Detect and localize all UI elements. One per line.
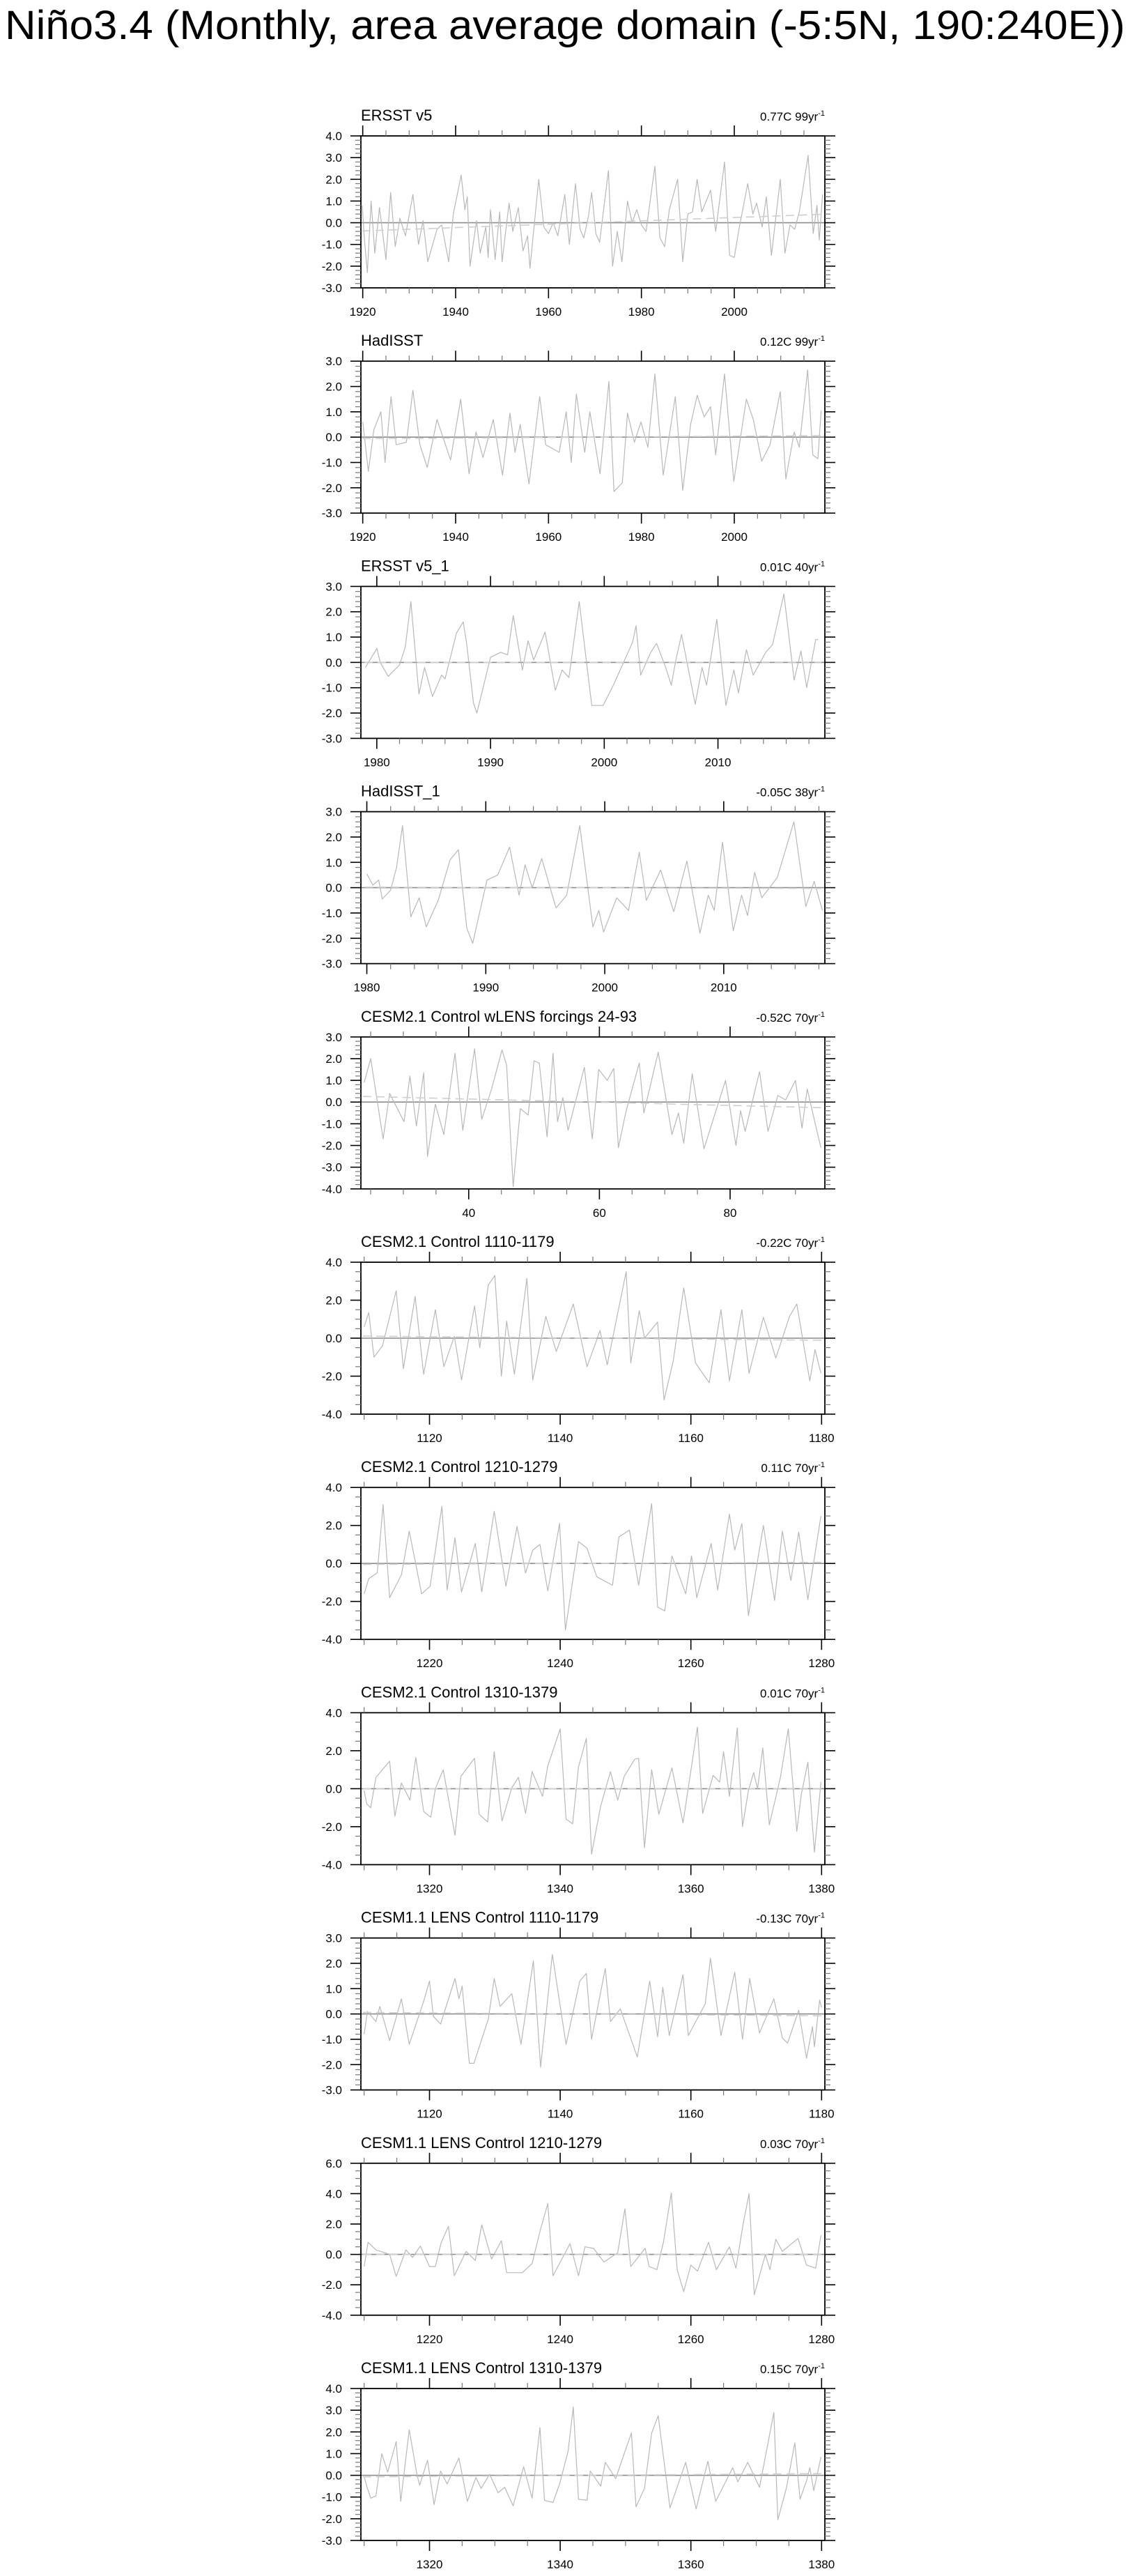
panel-title: CESM1.1 LENS Control 1110-1179	[361, 1908, 599, 1926]
panel-9	[322, 1909, 835, 2121]
trend-value: -0.22C 70yr	[756, 1236, 819, 1250]
y-tick-label: -2.0	[321, 2512, 342, 2526]
y-tick-label: 3.0	[325, 1030, 342, 1044]
nino34-series-line	[362, 155, 823, 273]
x-tick-label: 80	[723, 1206, 737, 1220]
panels	[322, 107, 835, 2571]
x-tick-label: 1260	[677, 1657, 704, 1671]
y-tick-label: -3.0	[321, 732, 342, 746]
y-tick-label: -2.0	[321, 259, 342, 273]
y-tick-label: 2.0	[325, 1744, 342, 1758]
trend-line	[363, 2254, 823, 2255]
y-tick-label: 2.0	[325, 1956, 342, 1970]
x-tick-label: 1140	[547, 1432, 573, 1445]
y-tick-label: 2.0	[325, 1052, 342, 1066]
nino34-series-line	[364, 2193, 821, 2294]
trend-exponent: -1	[818, 2362, 825, 2370]
x-tick-label: 1340	[547, 1882, 574, 1896]
y-tick-label: -1.0	[321, 1117, 342, 1131]
x-tick-label: 1160	[678, 1432, 704, 1445]
y-tick-label: -1.0	[321, 238, 342, 252]
y-tick-label: 2.0	[325, 830, 342, 844]
nino34-series-line	[363, 370, 821, 491]
x-tick-label: 2000	[591, 981, 618, 995]
trend-label	[760, 2137, 825, 2151]
x-tick-label: 2000	[721, 530, 748, 544]
trend-label	[756, 785, 825, 799]
trend-value: 0.01C 70yr	[760, 1687, 819, 1701]
trend-exponent: -1	[818, 109, 825, 118]
x-tick-label: 1180	[809, 1432, 835, 1445]
panel-3	[322, 557, 835, 769]
x-tick-label: 1280	[808, 1657, 835, 1671]
x-tick-label: 1180	[809, 2107, 835, 2121]
figure-title: Niño3.4 (Monthly, area average domain (-5:5N, 190:240E))	[5, 3, 1125, 48]
x-tick-label: 1960	[535, 305, 562, 319]
plot-frame	[361, 136, 825, 288]
x-tick-label: 1320	[416, 1882, 443, 1896]
y-tick-label: -1.0	[321, 681, 342, 695]
trend-value: 0.01C 40yr	[760, 560, 819, 574]
y-tick-label: 3.0	[325, 2404, 342, 2418]
y-tick-label: -2.0	[321, 1820, 342, 1834]
trend-exponent: -1	[818, 785, 825, 794]
trend-value: 0.12C 99yr	[760, 335, 819, 349]
x-tick-label: 1920	[349, 530, 376, 544]
x-tick-label: 1120	[417, 1432, 442, 1445]
y-tick-label: -3.0	[321, 2083, 342, 2097]
y-tick-label: 4.0	[325, 1706, 342, 1720]
y-tick-label: -4.0	[321, 1182, 342, 1196]
trend-value: 0.03C 70yr	[760, 2137, 819, 2151]
y-tick-label: 4.0	[325, 1256, 342, 1269]
y-tick-label: 1.0	[325, 194, 342, 208]
y-tick-label: -1.0	[321, 2032, 342, 2046]
panel-title: HadISST_1	[361, 782, 440, 800]
y-tick-label: 1.0	[325, 405, 342, 419]
x-tick-label: 1380	[808, 1882, 835, 1896]
y-tick-label: 2.0	[325, 173, 342, 187]
trend-value: -0.52C 70yr	[756, 1011, 819, 1025]
y-tick-label: 4.0	[325, 1481, 342, 1495]
y-tick-label: 0.0	[325, 1782, 342, 1796]
x-tick-label: 1920	[349, 305, 376, 319]
y-tick-label: 6.0	[325, 2156, 342, 2170]
y-tick-label: -3.0	[321, 282, 342, 295]
x-tick-label: 1280	[808, 2332, 835, 2346]
y-tick-label: -4.0	[321, 2308, 342, 2322]
y-tick-label: -1.0	[321, 2490, 342, 2504]
panel-10	[322, 2134, 835, 2346]
y-tick-label: -2.0	[321, 1370, 342, 1383]
trend-exponent: -1	[818, 560, 825, 569]
trend-value: -0.05C 38yr	[756, 785, 819, 799]
plot-frame	[361, 1037, 825, 1189]
y-tick-label: 0.0	[325, 2248, 342, 2262]
nino34-series-line	[364, 1503, 821, 1630]
trend-label	[760, 1686, 825, 1700]
trend-exponent: -1	[818, 335, 825, 344]
y-tick-label: -4.0	[321, 1633, 342, 1647]
trend-label	[756, 1912, 825, 1926]
x-tick-label: 1990	[472, 981, 500, 995]
y-tick-label: -2.0	[321, 2058, 342, 2072]
y-tick-label: 1.0	[325, 631, 342, 645]
y-tick-label: 0.0	[325, 2007, 342, 2021]
y-tick-label: 0.0	[325, 881, 342, 895]
y-tick-label: -1.0	[321, 906, 342, 920]
y-tick-label: -1.0	[321, 456, 342, 470]
panel-title: CESM2.1 Control 1310-1379	[361, 1683, 558, 1701]
x-tick-label: 1380	[808, 2558, 835, 2571]
panel-7	[322, 1458, 835, 1670]
panel-4	[322, 783, 835, 995]
trend-exponent: -1	[818, 2136, 825, 2145]
y-tick-label: 2.0	[325, 2218, 342, 2231]
y-tick-label: 1.0	[325, 2447, 342, 2461]
x-tick-label: 1980	[628, 530, 655, 544]
x-tick-label: 1220	[416, 1657, 443, 1671]
panel-11	[322, 2359, 835, 2571]
y-tick-label: -3.0	[321, 957, 342, 971]
trend-label	[756, 1011, 825, 1025]
y-tick-label: 3.0	[325, 1931, 342, 1945]
panel-title: ERSST v5_1	[361, 557, 449, 575]
y-tick-label: 2.0	[325, 380, 342, 394]
panel-title: CESM2.1 Control 1110-1179	[361, 1233, 555, 1250]
y-tick-label: 2.0	[325, 605, 342, 619]
trend-label	[761, 1461, 825, 1475]
y-tick-label: -2.0	[321, 1595, 342, 1609]
x-tick-label: 1140	[547, 2107, 573, 2121]
x-tick-label: 1260	[677, 2332, 704, 2346]
nino34-series-line	[367, 822, 823, 943]
trend-exponent: -1	[818, 1236, 825, 1244]
panel-title: CESM2.1 Control 1210-1279	[361, 1458, 558, 1476]
nino34-series-line	[364, 1727, 821, 1855]
x-tick-label: 1940	[442, 305, 469, 319]
panel-8	[322, 1683, 835, 1895]
y-tick-label: 0.0	[325, 216, 342, 230]
y-tick-label: -2.0	[321, 1139, 342, 1153]
nino34-series-line	[364, 1272, 821, 1400]
panel-title: CESM1.1 LENS Control 1210-1279	[361, 2133, 603, 2152]
y-tick-label: 3.0	[325, 580, 342, 594]
y-tick-label: 1.0	[325, 1074, 342, 1088]
panel-5	[322, 1008, 835, 1220]
trend-label	[756, 1236, 825, 1250]
panel-2	[322, 332, 835, 544]
x-tick-label: 1160	[678, 2107, 704, 2121]
nino34-series-line	[366, 594, 819, 713]
y-tick-label: -4.0	[321, 1858, 342, 1872]
x-tick-label: 2000	[591, 756, 618, 769]
x-tick-label: 1960	[535, 530, 562, 544]
y-tick-label: 4.0	[325, 2382, 342, 2395]
x-tick-label: 1980	[628, 305, 655, 319]
y-tick-label: 0.0	[325, 1332, 342, 1345]
trend-label	[760, 560, 825, 574]
y-tick-label: 0.0	[325, 431, 342, 445]
x-tick-label: 1240	[547, 2332, 574, 2346]
trend-exponent: -1	[818, 1686, 825, 1695]
trend-exponent: -1	[818, 1010, 825, 1019]
x-tick-label: 1940	[442, 530, 469, 544]
panel-title: ERSST v5	[361, 107, 433, 124]
y-tick-label: 2.0	[325, 1519, 342, 1533]
trend-value: 0.77C 99yr	[760, 110, 819, 123]
x-tick-label: 1320	[416, 2558, 443, 2571]
x-tick-label: 1220	[416, 2332, 443, 2346]
trend-exponent: -1	[818, 1461, 825, 1470]
trend-value: -0.13C 70yr	[756, 1912, 819, 1926]
x-tick-label: 1980	[363, 756, 390, 769]
panel-title: HadISST	[361, 332, 424, 350]
y-tick-label: 3.0	[325, 151, 342, 165]
y-tick-label: -4.0	[321, 1408, 342, 1421]
y-tick-label: -2.0	[321, 707, 342, 721]
x-tick-label: 60	[592, 1206, 606, 1220]
y-tick-label: 1.0	[325, 1982, 342, 1996]
y-tick-label: 0.0	[325, 2469, 342, 2483]
y-tick-label: -3.0	[321, 507, 342, 521]
nino34-series-line	[364, 2407, 821, 2520]
panel-6	[322, 1233, 835, 1445]
y-tick-label: 4.0	[325, 130, 342, 143]
y-tick-label: -2.0	[321, 481, 342, 495]
y-tick-label: 3.0	[325, 355, 342, 369]
y-tick-label: -3.0	[321, 1160, 342, 1174]
x-tick-label: 1340	[547, 2558, 574, 2571]
x-tick-label: 1980	[353, 981, 380, 995]
x-tick-label: 2000	[721, 305, 748, 319]
panel-title: CESM1.1 LENS Control 1310-1379	[361, 2359, 603, 2377]
x-tick-label: 1120	[417, 2107, 442, 2121]
x-tick-label: 2010	[704, 756, 732, 769]
trend-label	[760, 335, 825, 348]
y-tick-label: 4.0	[325, 2187, 342, 2201]
x-tick-label: 1240	[547, 1657, 574, 1671]
y-tick-label: 2.0	[325, 2425, 342, 2439]
x-tick-label: 1990	[477, 756, 504, 769]
nino34-series-line	[364, 1954, 822, 2067]
trend-label	[760, 109, 825, 123]
y-tick-label: 0.0	[325, 656, 342, 670]
plot-frame	[361, 2389, 825, 2540]
x-tick-label: 40	[462, 1206, 476, 1220]
x-tick-label: 1360	[677, 2558, 704, 2571]
y-tick-label: 0.0	[325, 1557, 342, 1571]
trend-exponent: -1	[818, 1911, 825, 1920]
panel-1	[322, 107, 835, 319]
y-tick-label: -3.0	[321, 2534, 342, 2547]
y-tick-label: -2.0	[321, 2278, 342, 2292]
y-tick-label: -2.0	[321, 932, 342, 946]
trend-value: 0.15C 70yr	[760, 2363, 819, 2376]
nino34-series-line	[364, 1049, 821, 1187]
x-tick-label: 2010	[710, 981, 737, 995]
y-tick-label: 2.0	[325, 1294, 342, 1308]
y-tick-label: 3.0	[325, 805, 342, 819]
trend-value: 0.11C 70yr	[761, 1462, 819, 1475]
panel-title: CESM2.1 Control wLENS forcings 24-93	[361, 1007, 637, 1025]
y-tick-label: 0.0	[325, 1096, 342, 1110]
trend-label	[760, 2362, 825, 2376]
x-tick-label: 1360	[677, 1882, 704, 1896]
y-tick-label: 1.0	[325, 856, 342, 870]
